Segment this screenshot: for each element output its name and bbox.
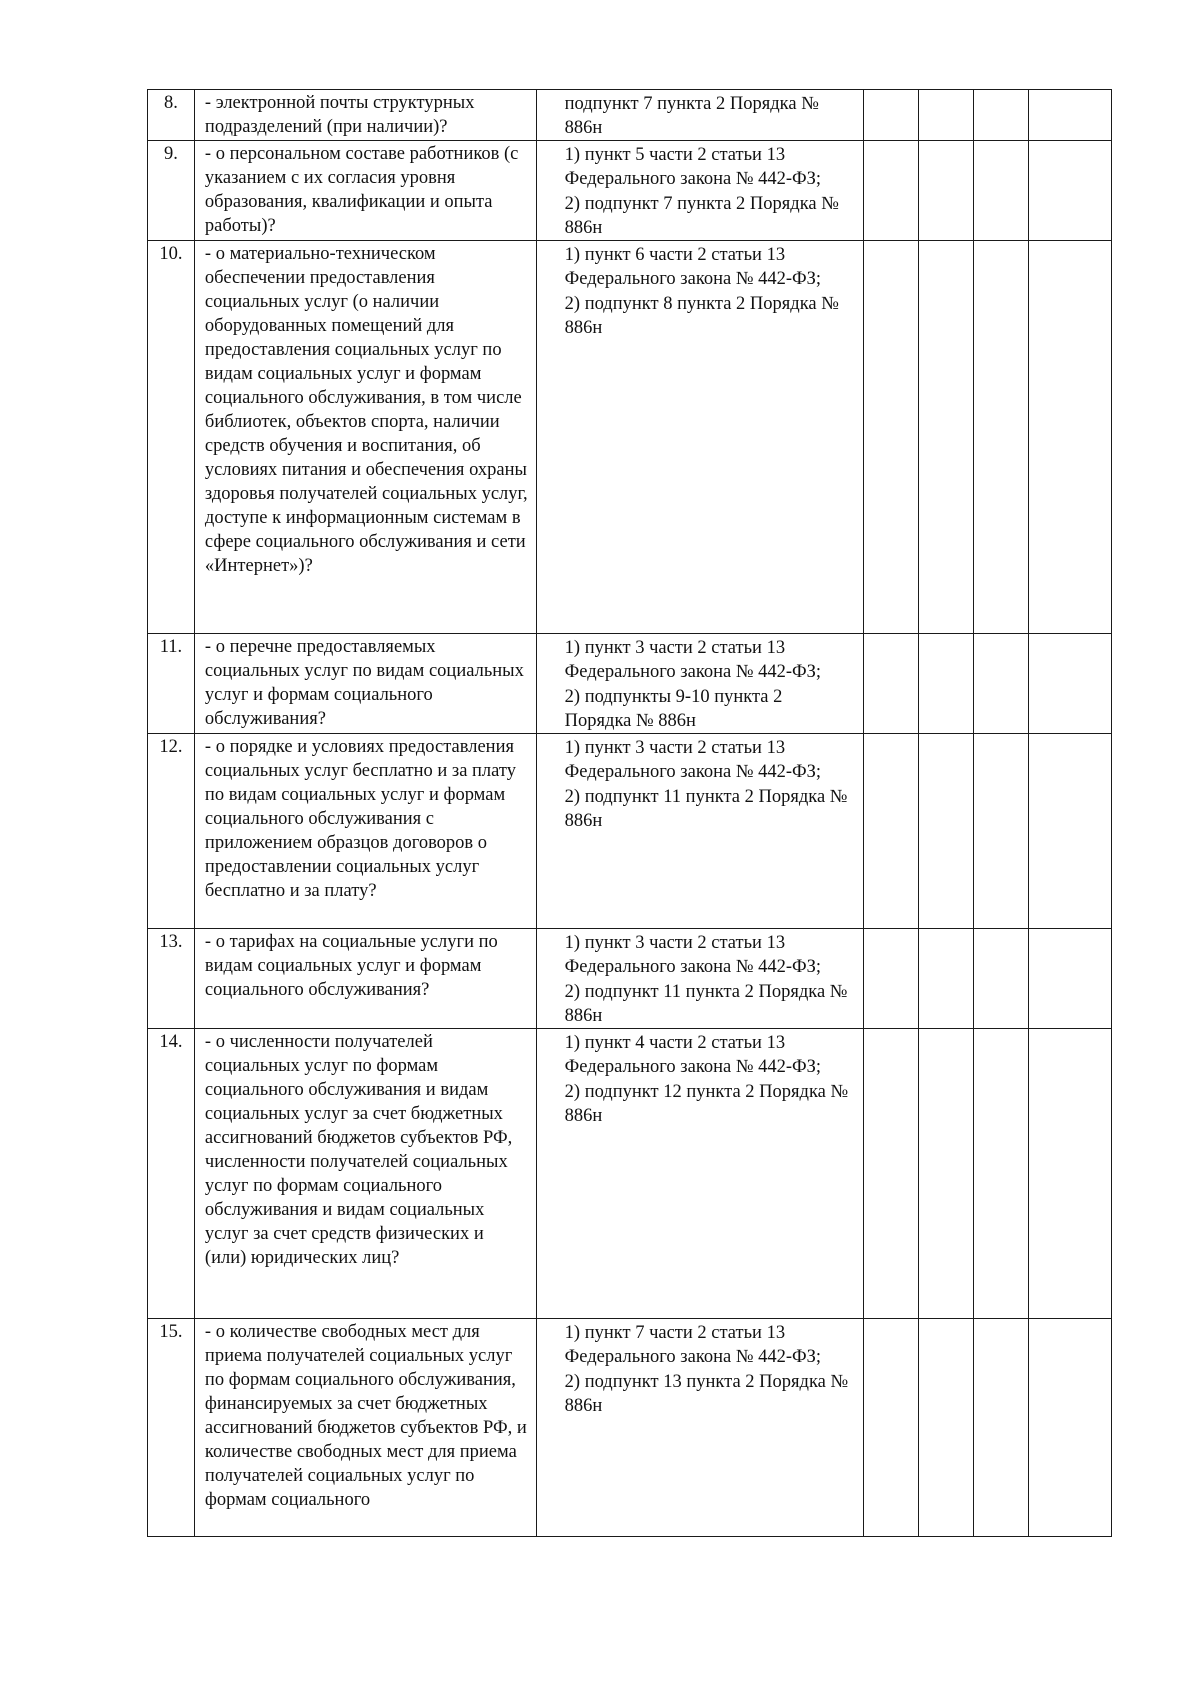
answer-na-cell[interactable] — [974, 1319, 1029, 1537]
legal-basis-text — [537, 1029, 863, 1128]
legal-basis-cell — [536, 1029, 863, 1319]
question-cell — [194, 929, 536, 1029]
note-cell[interactable] — [1029, 141, 1112, 241]
answer-no-cell[interactable] — [919, 734, 974, 929]
note-cell[interactable] — [1029, 634, 1112, 734]
answer-yes-cell[interactable] — [864, 634, 919, 734]
row-number: 15. — [159, 1322, 183, 1342]
question-cell — [194, 634, 536, 734]
row-number-cell — [148, 241, 195, 634]
answer-na-cell[interactable] — [974, 734, 1029, 929]
checklist-rows — [148, 90, 1112, 1537]
legal-basis-text — [537, 634, 863, 733]
answer-no-cell[interactable] — [919, 1029, 974, 1319]
question-cell — [194, 734, 536, 929]
legal-basis-cell — [536, 141, 863, 241]
answer-na-cell[interactable] — [974, 241, 1029, 634]
question-text: - электронной почты структурных подразделений (при наличии)? — [204, 93, 475, 137]
row-number: 9. — [164, 144, 178, 164]
row-number: 14. — [159, 1032, 183, 1052]
answer-na-cell[interactable] — [974, 90, 1029, 141]
table-row — [148, 1029, 1112, 1319]
table-row — [148, 241, 1112, 634]
checklist-page — [147, 89, 1112, 1537]
answer-no-cell[interactable] — [919, 241, 974, 634]
answer-na-cell[interactable] — [974, 634, 1029, 734]
question-cell — [194, 141, 536, 241]
legal-basis-cell — [536, 90, 863, 141]
legal-basis-line: 1) пункт 5 части 2 статьи 13 Федерального закона № 442-ФЗ; — [564, 145, 822, 189]
row-number-cell — [148, 929, 195, 1029]
table-row — [148, 634, 1112, 734]
legal-basis-line: 2) подпункт 7 пункта 2 Порядка № 886н — [564, 194, 839, 238]
question-text: - о перечне предоставляемых социальных услуг по видам социальных услуг и формам социального обслуживания? — [204, 637, 524, 729]
legal-basis-text — [537, 734, 863, 833]
answer-no-cell[interactable] — [919, 634, 974, 734]
table-row — [148, 1319, 1112, 1537]
note-cell[interactable] — [1029, 734, 1112, 929]
row-number-cell — [148, 141, 195, 241]
answer-na-cell[interactable] — [974, 929, 1029, 1029]
legal-basis-cell — [536, 1319, 863, 1537]
question-cell — [194, 1319, 536, 1537]
row-number-cell — [148, 734, 195, 929]
question-cell — [194, 1029, 536, 1319]
note-cell[interactable] — [1029, 1319, 1112, 1537]
legal-basis-text — [537, 1319, 863, 1418]
answer-no-cell[interactable] — [919, 1319, 974, 1537]
question-text: - о численности получателей социальных услуг по формам социального обслуживания и видам социальных услуг за счет бюджетных ассигнований бюджетов субъектов РФ, численности получателей социальных услуг по формам социального обслуживания и видам социальных услуг за счет средств физических и (или) юридических лиц? — [204, 1032, 513, 1268]
row-number: 11. — [159, 637, 183, 657]
answer-yes-cell[interactable] — [864, 1319, 919, 1537]
legal-basis-line: 2) подпункт 13 пункта 2 Порядка № 886н — [564, 1372, 849, 1416]
row-number: 8. — [164, 93, 178, 113]
question-text: - о тарифах на социальные услуги по видам социальных услуг и формам социального обслуживания? — [204, 932, 498, 1000]
row-number-cell — [148, 1319, 195, 1537]
question-text: - о порядке и условиях предоставления социальных услуг бесплатно и за плату по видам социальных услуг и формам социального обслуживания с приложением образцов договоров о предоставлении социальных услуг бесплатно и за плату? — [204, 737, 516, 901]
legal-basis-line: 1) пункт 3 части 2 статьи 13 Федерального закона № 442-ФЗ; — [564, 638, 822, 682]
question-text: - о персональном составе работников (с указанием с их согласия уровня образования, квалификации и опыта работы)? — [204, 144, 519, 236]
answer-na-cell[interactable] — [974, 141, 1029, 241]
row-number-cell — [148, 1029, 195, 1319]
legal-basis-line: 1) пункт 3 части 2 статьи 13 Федерального закона № 442-ФЗ; — [564, 738, 822, 782]
legal-basis-cell — [536, 734, 863, 929]
row-number: 10. — [159, 244, 183, 264]
legal-basis-line: 1) пункт 7 части 2 статьи 13 Федерального закона № 442-ФЗ; — [564, 1323, 822, 1367]
legal-basis-text — [537, 90, 863, 140]
row-number: 13. — [159, 932, 183, 952]
table-row — [148, 734, 1112, 929]
answer-yes-cell[interactable] — [864, 1029, 919, 1319]
table-row — [148, 141, 1112, 241]
answer-yes-cell[interactable] — [864, 929, 919, 1029]
legal-basis-line: 2) подпункты 9-10 пункта 2 Порядка № 886н — [564, 687, 783, 731]
legal-basis-line: 2) подпункт 11 пункта 2 Порядка № 886н — [564, 982, 848, 1026]
question-cell — [194, 90, 536, 141]
row-number-cell — [148, 90, 195, 141]
note-cell[interactable] — [1029, 241, 1112, 634]
legal-basis-line: 1) пункт 4 части 2 статьи 13 Федерального закона № 442-ФЗ; — [564, 1033, 822, 1077]
legal-basis-line: 1) пункт 3 части 2 статьи 13 Федерального закона № 442-ФЗ; — [564, 933, 822, 977]
row-number-cell — [148, 634, 195, 734]
legal-basis-text — [537, 241, 863, 340]
answer-no-cell[interactable] — [919, 90, 974, 141]
answer-no-cell[interactable] — [919, 141, 974, 241]
legal-basis-line: 2) подпункт 8 пункта 2 Порядка № 886н — [564, 294, 839, 338]
legal-basis-line: 2) подпункт 12 пункта 2 Порядка № 886н — [564, 1082, 849, 1126]
legal-basis-line: 1) пункт 6 части 2 статьи 13 Федерального закона № 442-ФЗ; — [564, 245, 822, 289]
answer-yes-cell[interactable] — [864, 141, 919, 241]
legal-basis-text — [537, 929, 863, 1028]
legal-basis-line: подпункт 7 пункта 2 Порядка № 886н — [564, 94, 819, 138]
row-number: 12. — [159, 737, 183, 757]
checklist-table — [147, 89, 1112, 1537]
note-cell[interactable] — [1029, 1029, 1112, 1319]
table-row — [148, 90, 1112, 141]
answer-yes-cell[interactable] — [864, 241, 919, 634]
note-cell[interactable] — [1029, 929, 1112, 1029]
note-cell[interactable] — [1029, 90, 1112, 141]
question-text: - о материально-техническом обеспечении предоставления социальных услуг (о наличии оборудованных помещений для предоставления социальных услуг по видам социальных услуг и формам социального обслуживания, в том числе библиотек, объектов спорта, наличии средств обучения и воспитания, об условиях питания и обеспечения охраны здоровья получателей социальных услуг, доступе к информационным системам в сфере социального обслуживания и сети «Интернет»)? — [204, 244, 528, 576]
answer-yes-cell[interactable] — [864, 90, 919, 141]
answer-na-cell[interactable] — [974, 1029, 1029, 1319]
legal-basis-text — [537, 141, 863, 240]
legal-basis-cell — [536, 929, 863, 1029]
question-text: - о количестве свободных мест для приема получателей социальных услуг по формам социального обслуживания, финансируемых за счет бюджетных ассигнований бюджетов субъектов РФ, и количестве свободных мест для приема получателей социальных услуг по формам социального — [204, 1322, 527, 1510]
answer-yes-cell[interactable] — [864, 734, 919, 929]
legal-basis-line: 2) подпункт 11 пункта 2 Порядка № 886н — [564, 787, 848, 831]
legal-basis-cell — [536, 241, 863, 634]
table-row — [148, 929, 1112, 1029]
legal-basis-cell — [536, 634, 863, 734]
question-cell — [194, 241, 536, 634]
answer-no-cell[interactable] — [919, 929, 974, 1029]
